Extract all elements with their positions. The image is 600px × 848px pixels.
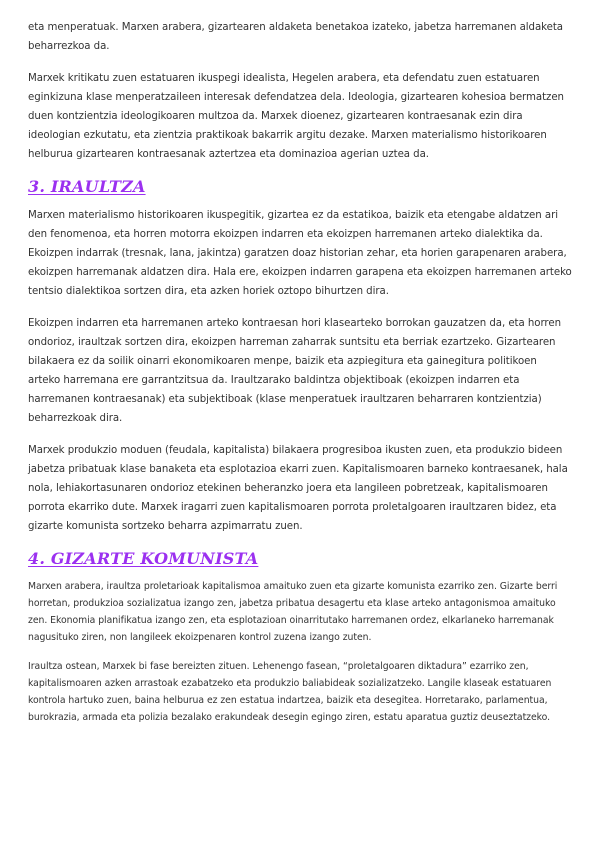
intro-paragraph-1: eta menperatuak. Marxen arabera, gizartearen aldaketa benetakoa izateko, jabetza harremanen aldaketa beharrezkoa da.	[28, 22, 563, 52]
iraultza-paragraph-2: Ekoizpen indarren eta harremanen arteko kontraesan hori klasearteko borrokan gauzatzen da, eta horren ondorioz, iraultzak sortzen dira, ekoizpen harreman zaharrak suntsitu eta berriak ezartzeko. Gizartearen bilakaera ez da soilik oinarri ekonomikoaren menpe, baizik eta azpiegitura eta gainegitura politikoen arteko harremana ere garrantzitsua da. Iraultzarako baldintza objektiboak (ekoizpen indarren eta harremanen kontraesanak) eta subjektiboak (klase menperatuek iraultzaren beharraren kontzientzia) beharrezkoak dira.	[28, 318, 561, 424]
komunista-paragraph-1: Marxen arabera, iraultza proletarioak kapitalismoa amaituko zuen eta gizarte komunista ezarriko zen. Gizarte berri horretan, produkzioa sozializatua izango zen, jabetza pribatua desagertu eta klase arteko antagonismoa amaituko zen. Ekonomia planifikatua izango zen, eta esplotazioan oinarritutako harremanen ordez, elkarlaneko harremanak nagusituko ziren, non langileek ekoizpenaren kontrol zuzena izango zuten.	[28, 581, 558, 643]
intro-paragraph-2: Marxek kritikatu zuen estatuaren ikuspegi idealista, Hegelen arabera, eta defendatu zuen estatuaren eginkizuna klase menperatzaileen interesak defendatzea dela. Ideologia, gizartearen kohesioa bermatzen duen kontzientzia ideologikoaren multzoa da. Marxek dioenez, gizartearen kontraesanak ezin dira ideologian ezkutatu, eta zientzia praktikoak bakarrik argitu dezake. Marxen materialismo historikoaren helburua gizartearen kontraesanak aztertzea eta dominazioa agerian uztea da.	[28, 73, 564, 160]
section-heading-iraultza: 3. IRAULTZA	[28, 177, 146, 196]
iraultza-paragraph-3: Marxek produkzio moduen (feudala, kapitalista) bilakaera progresiboa ikusten zuen, eta produkzio bideen jabetza pribatuak klase banaketa eta esplotazioa ekarri zuen. Kapitalismoaren barneko kontraesanek, hala nola, lehiakortasunaren ondorioz etekinen beheranzko joera eta langileen pobretzeak, kapitalismoaren porrota ekarriko dute. Marxek iragarri zuen kapitalismoaren porrota proletalgoaren iraultzaren bidez, eta gizarte komunista sortzeko beharra azpimarratu zuen.	[28, 445, 568, 532]
iraultza-paragraph-1: Marxen materialismo historikoaren ikuspegitik, gizartea ez da estatikoa, baizik eta etengabe aldatzen ari den fenomenoa, eta horren motorra ekoizpen indarren eta ekoizpen harremanen arteko dialektika da. Ekoizpen indarrak (tresnak, lana, jakintza) garatzen doaz historian zehar, eta horien garapenaren arabera, ekoizpen harremanak aldatzen dira. Hala ere, ekoizpen indarren garapena eta ekoizpen harremanen arteko tentsio dialektikoa sortzen dira, eta azken horiek oztopo bihurtzen dira.	[28, 210, 572, 297]
komunista-paragraph-2: Iraultza ostean, Marxek bi fase bereizten zituen. Lehenengo fasean, “proletalgoaren diktadura” ezarriko zen, kapitalismoaren azken arrastoak ezabatzeko eta produkzio baliabideak sozializatzeko. Langile klaseak estatuaren kontrola hartuko zuen, baina helburua ez zen estatua indartzea, baizik eta desegitea. Horretarako, parlamentua, burokrazia, armada eta polizia bezalako erakundeak desegin egingo ziren, estatu aparatua guztiz deuseztatzeko.	[28, 661, 552, 723]
section-heading-gizarte-komunista: 4. GIZARTE KOMUNISTA	[28, 549, 259, 568]
